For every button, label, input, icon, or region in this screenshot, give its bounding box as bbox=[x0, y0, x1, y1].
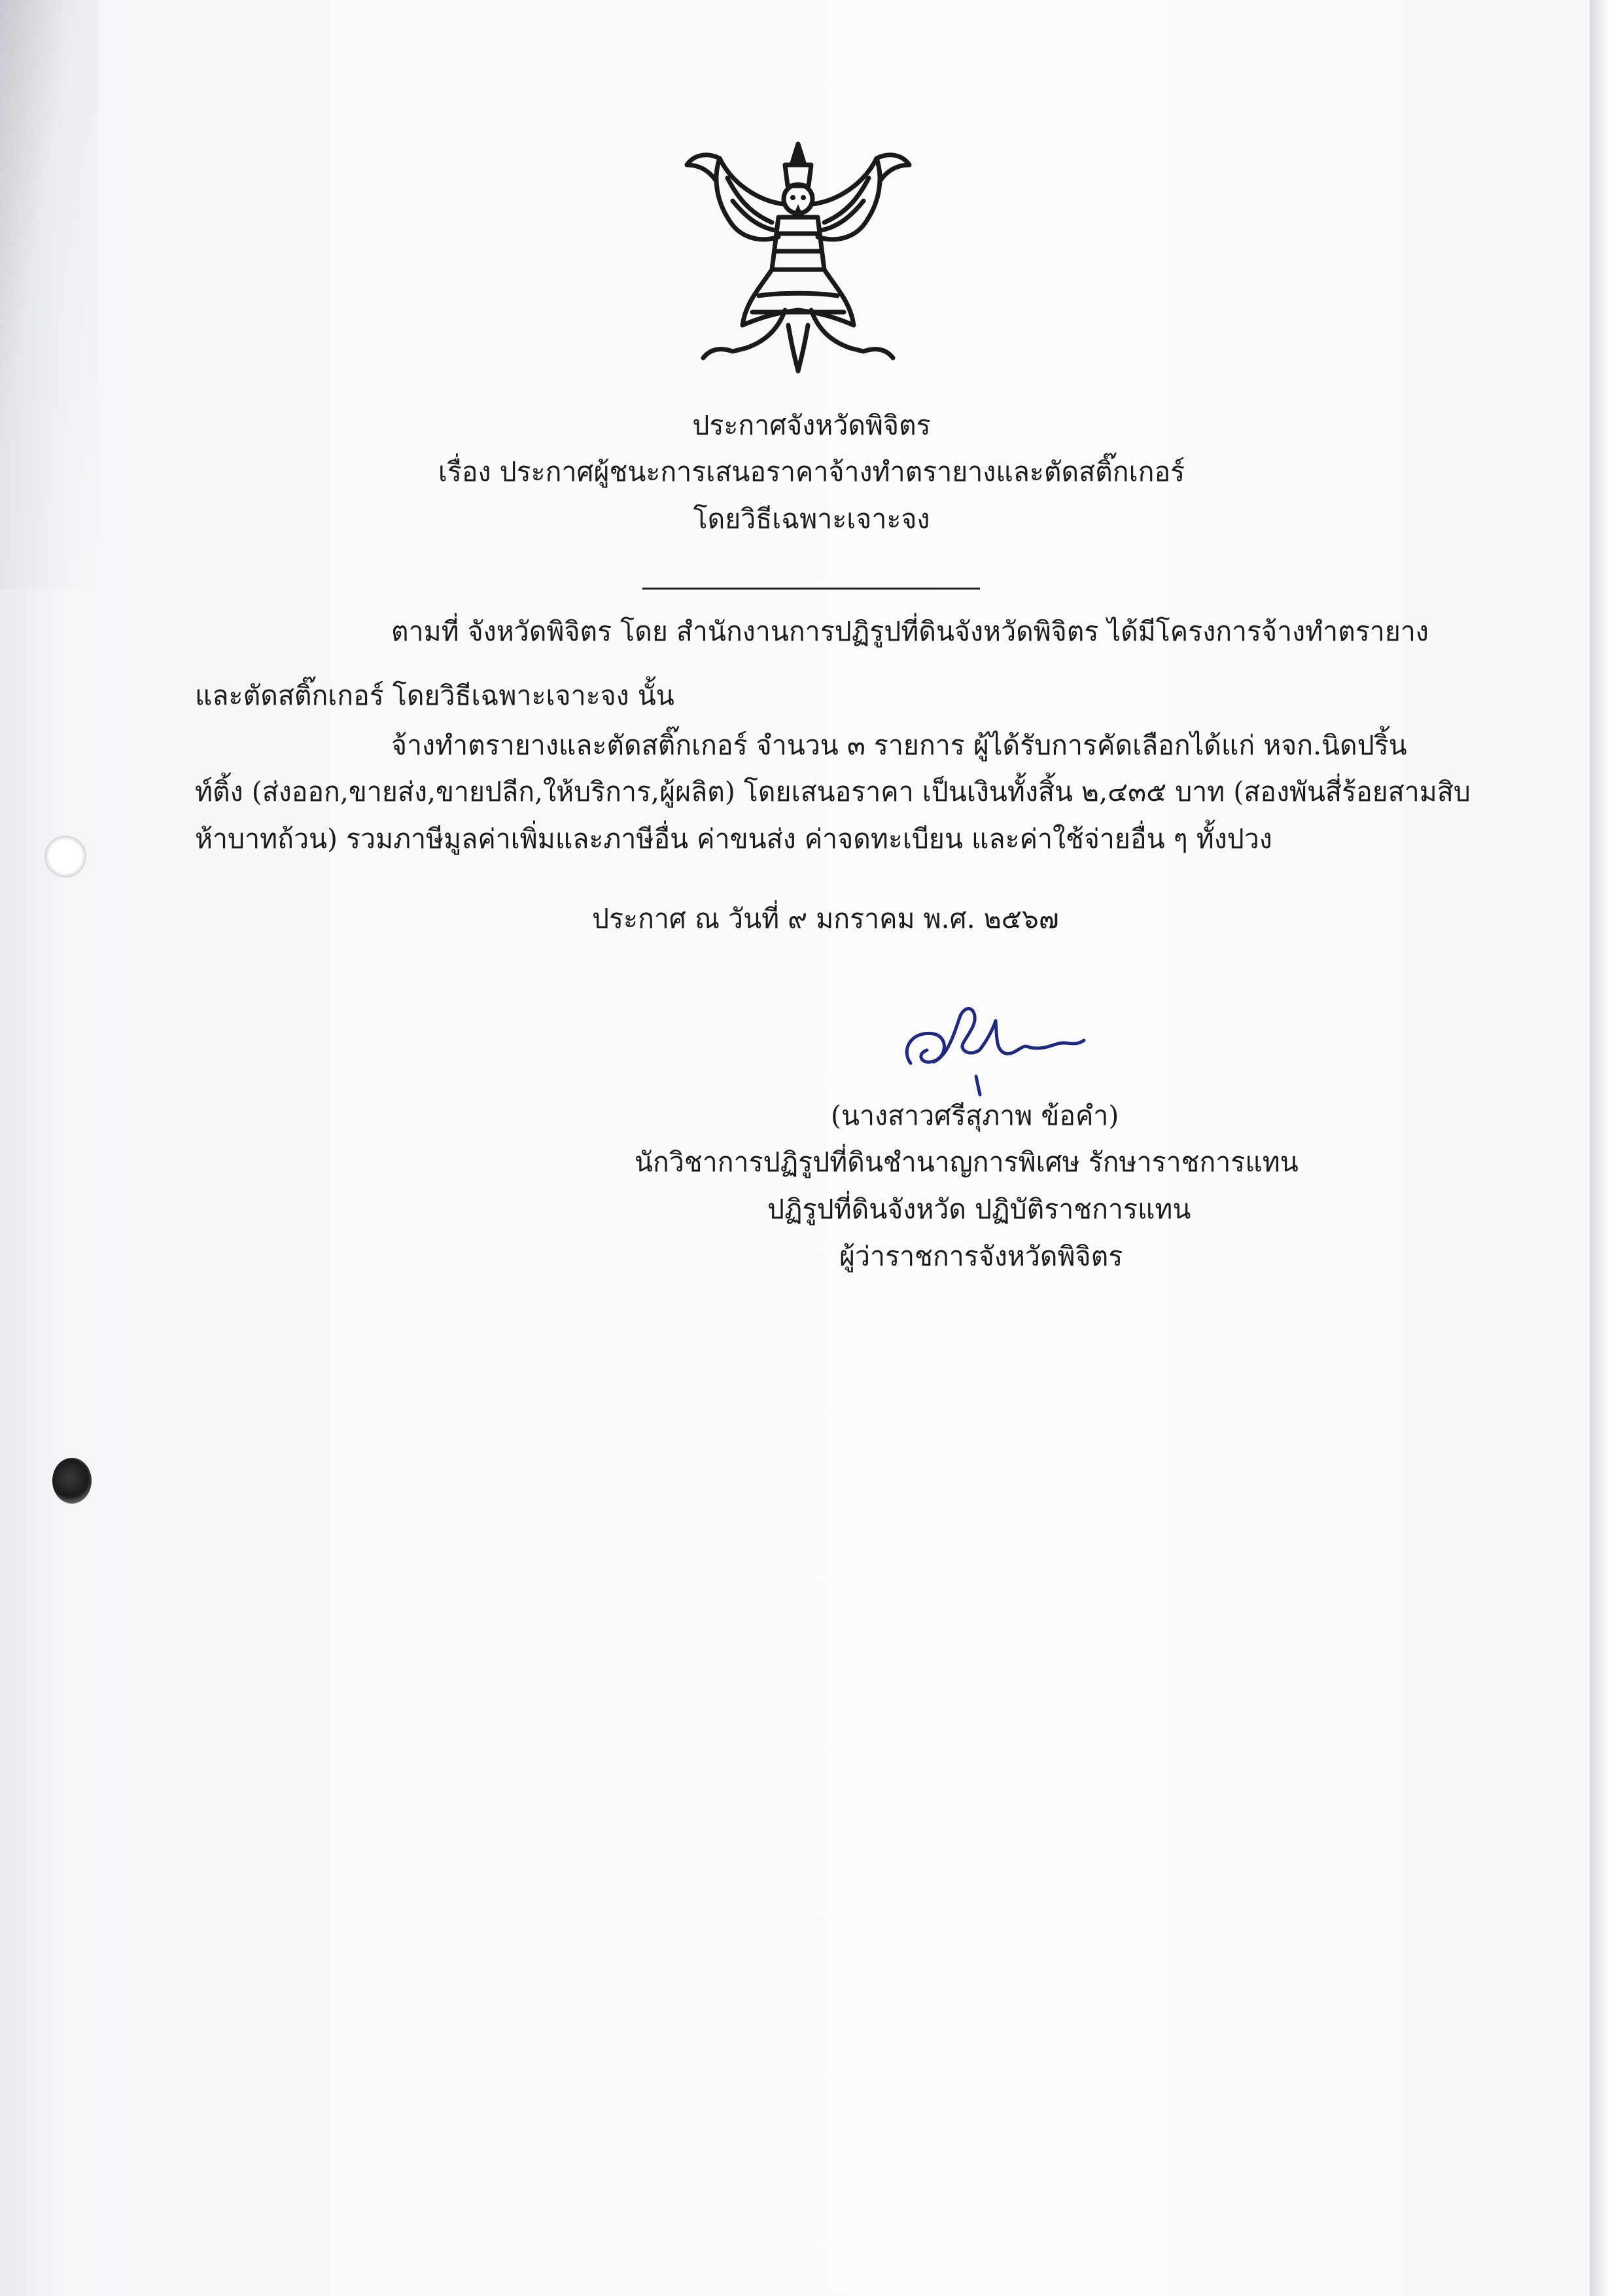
paragraph2-line1: จ้างทำตรายางและตัดสติ๊กเกอร์ จำนวน ๓ รายการ ผู้ได้รับการคัดเลือกได้แก่ หจก.นิดปริ้น bbox=[391, 730, 1407, 761]
page-curl-shadow bbox=[0, 0, 98, 589]
paragraph2-line3: ห้าบาทถ้วน) รวมภาษีมูลค่าเพิ่มและภาษีอื่น ค่าขนส่ง ค่าจดทะเบียน และค่าใช้จ่ายอื่น ๆ ทั้งปวง bbox=[195, 823, 1272, 855]
signatory-title-line2: ปฏิรูปที่ดินจังหวัด ปฏิบัติราชการแทน bbox=[767, 1193, 1191, 1225]
title-underline bbox=[642, 588, 980, 590]
handwritten-signature bbox=[898, 985, 1094, 1103]
scanner-edge bbox=[1590, 0, 1623, 2296]
issuer-heading: ประกาศจังหวัดพิจิตร bbox=[692, 410, 931, 441]
signatory-title-line1: นักวิชาการปฏิรูปที่ดินชำนาญการพิเศษ รักษาราชการแทน bbox=[635, 1146, 1299, 1178]
garuda-emblem-icon bbox=[680, 139, 916, 374]
paragraph2-line2: ท์ติ้ง (ส่งออก,ขายส่ง,ขายปลีก,ให้บริการ,ผู้ผลิต) โดยเสนอราคา เป็นเงินทั้งสิ้น ๒,๔๓๕ บาท (สองพันสี่ร้อยสามสิบ bbox=[195, 776, 1471, 807]
method-line: โดยวิธีเฉพาะเจาะจง bbox=[693, 503, 930, 535]
paragraph1-line1: ตามที่ จังหวัดพิจิตร โดย สำนักงานการปฏิรูปที่ดินจังหวัดพิจิตร ได้มีโครงการจ้างทำตรายาง bbox=[391, 616, 1429, 647]
paragraph1-line2: และตัดสติ๊กเกอร์ โดยวิธีเฉพาะเจาะจง นั้น bbox=[195, 680, 674, 711]
announce-date: ประกาศ ณ วันที่ ๙ มกราคม พ.ศ. ๒๕๖๗ bbox=[592, 903, 1059, 934]
punch-hole-top bbox=[44, 836, 86, 877]
subject-line: เรื่อง ประกาศผู้ชนะการเสนอราคาจ้างทำตรายางและตัดสติ๊กเกอร์ bbox=[438, 456, 1185, 487]
signatory-title-line3: ผู้ว่าราชการจังหวัดพิจิตร bbox=[839, 1241, 1123, 1272]
signatory-name: (นางสาวศรีสุภาพ ข้อคำ) bbox=[831, 1100, 1119, 1131]
punch-hole-bottom bbox=[52, 1458, 92, 1504]
